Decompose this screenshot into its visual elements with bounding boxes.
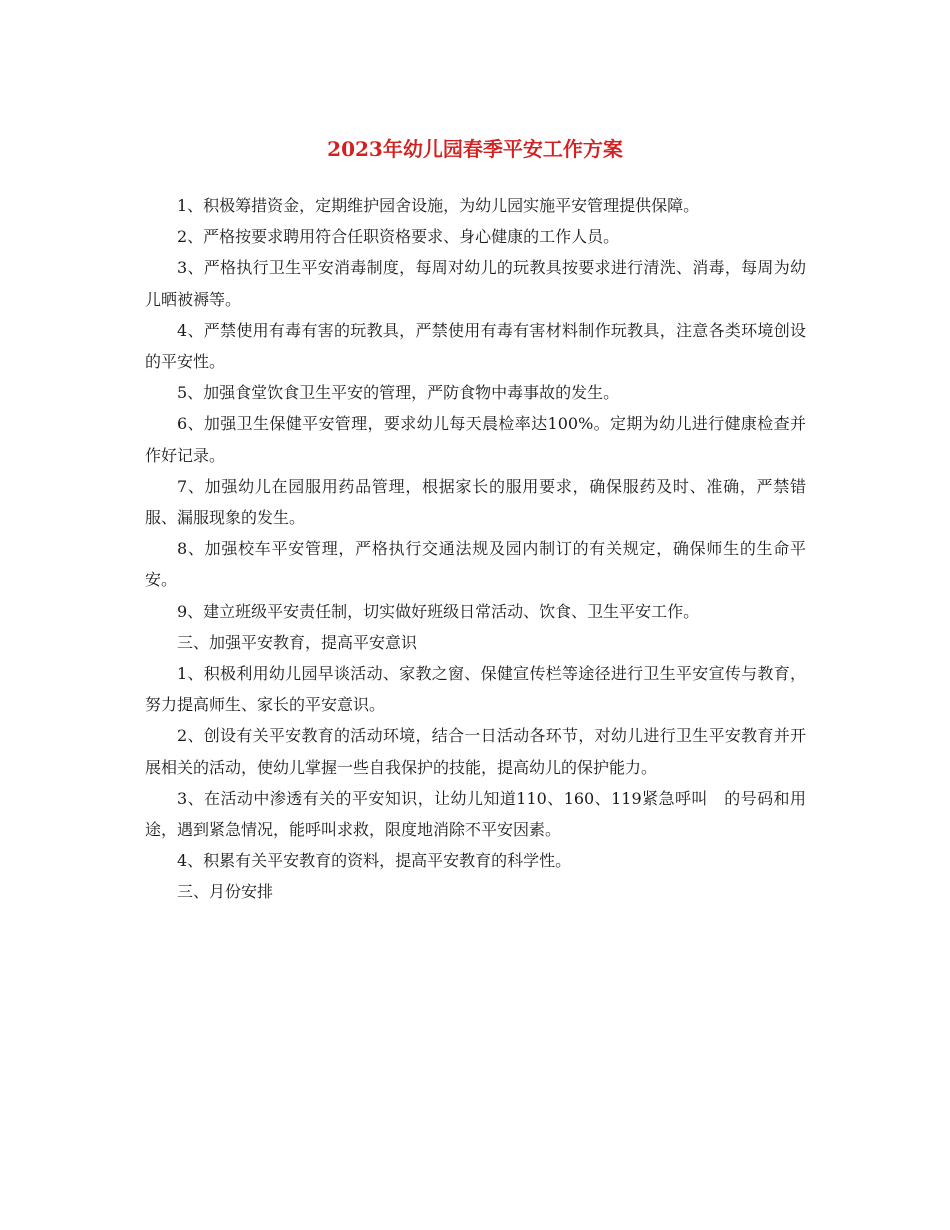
paragraph-13: 4、积累有关平安教育的资料，提高平安教育的科学性。 (177, 851, 572, 871)
paragraph-6: 6、加强卫生保健平安管理，要求幼儿每天晨检率达100%。定期为幼儿进行健康检查并作好记录。 (145, 414, 806, 465)
document-title: 2023年幼儿园春季平安工作方案 (327, 137, 623, 161)
paragraph-4: 4、严禁使用有毒有害的玩教具，严禁使用有毒有害材料制作玩教具，注意各类环境创设的平安性。 (145, 320, 806, 372)
section-heading-safety-education: 三、加强平安教育，提高平安意识 (177, 632, 418, 652)
paragraph-2: 2、严格按要求聘用符合任职资格要求、身心健康的工作人员。 (177, 227, 620, 247)
paragraph-9: 9、建立班级平安责任制，切实做好班级日常活动、饮食、卫生平安工作。 (177, 601, 700, 621)
paragraph-5: 5、加强食堂饮食卫生平安的管理，严防食物中毒事故的发生。 (177, 383, 620, 403)
paragraph-1: 1、积极筹措资金，定期维护园舍设施，为幼儿园实施平安管理提供保障。 (177, 196, 700, 215)
document-body (145, 190, 806, 908)
paragraph-10: 1、积极利用幼儿园早谈活动、家教之窗、保健宣传栏等途径进行卫生平安宣传与教育，努力提高师生、家长的平安意识。 (145, 664, 806, 715)
paragraph-12: 3、在活动中渗透有关的平安知识，让幼儿知道110、160、119紧急呼叫 的号码和用途，遇到紧急情况，能呼叫求救，限度地消除不平安因素。 (145, 788, 806, 840)
paragraph-3: 3、严格执行卫生平安消毒制度，每周对幼儿的玩教具按要求进行清洗、消毒，每周为幼儿晒被褥等。 (145, 258, 806, 309)
paragraph-7: 7、加强幼儿在园服用药品管理，根据家长的服用要求，确保服药及时、准确，严禁错服、漏服现象的发生。 (145, 476, 806, 528)
paragraph-8: 8、加强校车平安管理，严格执行交通法规及园内制订的有关规定，确保师生的生命平安。 (145, 539, 806, 590)
paragraph-11: 2、创设有关平安教育的活动环境，结合一日活动各环节，对幼儿进行卫生平安教育并开展相关的活动，使幼儿掌握一些自我保护的技能，提高幼儿的保护能力。 (145, 726, 806, 777)
section-heading-monthly-plan: 三、月份安排 (177, 882, 274, 902)
